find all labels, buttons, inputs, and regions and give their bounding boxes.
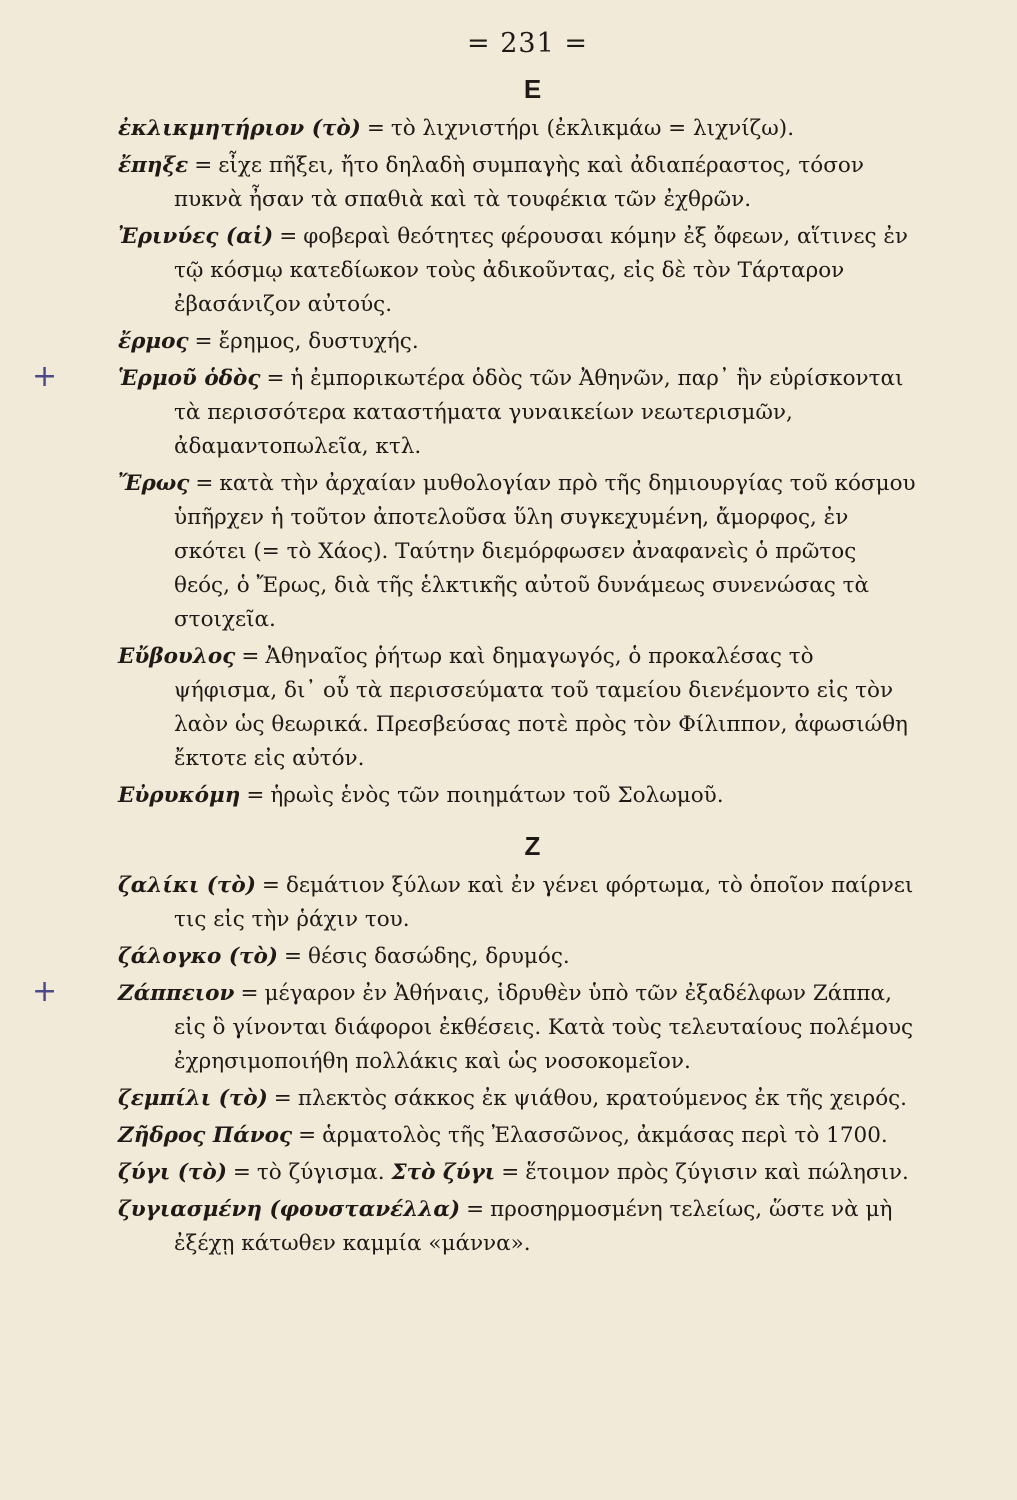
equals-separator: =	[194, 329, 213, 354]
equals-separator: =	[283, 944, 302, 969]
handwritten-plus-mark: +	[32, 974, 58, 1009]
entry-headword: ἔρμος	[118, 329, 189, 354]
entry-definition: ἡ ἐμπορικωτέρα ὁδὸς τῶν Ἀθηνῶν, παρ᾿ ἣν εὑρίσκονται τὰ περισσότερα καταστήματα γυναικείων νεωτερισμῶν, ἀδαμαντοπωλεῖα, κτλ.	[174, 366, 904, 459]
section-letter: Ε	[523, 74, 542, 104]
equals-separator: =	[261, 873, 280, 898]
equals-separator: =	[366, 116, 385, 141]
section-letter: Ζ	[524, 831, 541, 861]
entry-headword: Ἔρως	[118, 471, 190, 496]
dictionary-entry	[118, 325, 917, 359]
entry-definition: ἡρωὶς ἑνὸς τῶν ποιημάτων τοῦ Σολωμοῦ.	[270, 783, 724, 808]
dictionary-entry	[118, 1156, 917, 1190]
entry-headword: ζύγι (τὸ)	[118, 1160, 227, 1185]
entry-headword: Ζῆδρος Πάνος	[118, 1123, 293, 1148]
equals-separator: =	[266, 366, 285, 391]
dictionary-content	[32, 66, 917, 1261]
dictionary-entry	[118, 1119, 917, 1153]
page-number: = 231 =	[467, 28, 588, 59]
entry-headword: ζαλίκι (τὸ)	[118, 873, 256, 898]
entry-definition: θέσις δασώδης, δρυμός.	[308, 944, 570, 969]
entry-definition: μέγαρον ἐν Ἀθήναις, ἱδρυθὲν ὑπὸ τῶν ἐξαδέλφων Ζάππα, εἰς ὃ γίνονται διάφοροι ἐκθέσεις. Κατὰ τοὺς τελευταίους πολέμους ἐχρησιμοποιήθη πολλάκις καὶ ὡς νοσοκομεῖον.	[174, 981, 914, 1074]
entry-definition: φοβεραὶ θεότητες φέρουσαι κόμην ἐξ ὄφεων, αἵτινες ἐν τῷ κόσμῳ κατεδίωκον τοὺς ἀδικοῦντας, εἰς δὲ τὸν Τάρταρον ἐβασάνιζον αὐτούς.	[174, 224, 908, 317]
entry-definition: πλεκτὸς σάκκος ἐκ ψιάθου, κρατούμενος ἐκ τῆς χειρός.	[297, 1086, 908, 1111]
dictionary-entry	[118, 640, 917, 776]
dictionary-entry	[118, 869, 917, 937]
dictionary-entry	[118, 1193, 917, 1261]
entry-definition: ἁρματολὸς τῆς Ἐλασσῶνος, ἀκμάσας περὶ τὸ 1700.	[322, 1123, 888, 1148]
equals-separator: =	[195, 471, 214, 496]
entry-definition: εἶχε πῆξει, ἤτο δηλαδὴ συμπαγὴς καὶ ἀδιαπέραστος, τόσον πυκνὰ ἦσαν τὰ σπαθιὰ καὶ τὰ τουφέκια τῶν ἐχθρῶν.	[174, 153, 864, 212]
equals-separator: =	[232, 1160, 251, 1185]
dictionary-entry	[118, 112, 917, 146]
entry-definition: δεμάτιον ξύλων καὶ ἐν γένει φόρτωμα, τὸ ὁποῖον παίρνει τις εἰς τὴν ῥάχιν του.	[174, 873, 914, 932]
dictionary-entry	[118, 779, 917, 813]
entry-definition: προσηρμοσμένη τελείως, ὥστε νὰ μὴ ἐξέχῃ κάτωθεν καμμία «μάννα».	[174, 1197, 893, 1256]
equals-separator: =	[241, 644, 260, 669]
entry-headword: Ἐρινύες (αἱ)	[118, 224, 274, 249]
entry-headword: ἔπηξε	[118, 153, 189, 178]
equals-separator: =	[466, 1197, 485, 1222]
entry-headword: ζεμπίλι (τὸ)	[118, 1086, 268, 1111]
dictionary-entry	[118, 1082, 917, 1116]
entry-headword: ἐκλικμητήριον (τὸ)	[118, 116, 361, 141]
equals-separator: =	[501, 1160, 520, 1185]
equals-separator: =	[298, 1123, 317, 1148]
handwritten-plus-mark: +	[32, 359, 58, 394]
entry-headword: Ἑρμοῦ ὁδὸς	[118, 366, 261, 391]
entry-headword: Εὔβουλος	[118, 644, 236, 669]
dictionary-entry	[118, 940, 917, 974]
entry-headword: ζάλογκο (τὸ)	[118, 944, 278, 969]
entry-subdefinition: ἕτοιμον πρὸς ζύγισιν καὶ πώλησιν.	[525, 1160, 909, 1185]
entry-definition: τὸ λιχνιστήρι (ἐκλικμάω = λιχνίζω).	[390, 116, 795, 141]
entry-headword: Ζάππειον	[118, 981, 235, 1006]
equals-separator: =	[273, 1086, 292, 1111]
dictionary-entry	[118, 149, 917, 217]
entry-headword: Εὐρυκόμη	[118, 783, 241, 808]
dictionary-entry	[118, 220, 917, 322]
entry-headword: ζυγιασμένη (φουστανέλλα)	[118, 1197, 461, 1222]
dictionary-entry	[118, 467, 917, 637]
equals-separator: =	[246, 783, 265, 808]
entry-definition: τὸ ζύγισμα.	[256, 1160, 385, 1185]
entry-definition: ἔρημος, δυστυχής.	[218, 329, 419, 354]
equals-separator: =	[194, 153, 213, 178]
entry-definition: κατὰ τὴν ἀρχαίαν μυθολογίαν πρὸ τῆς δημιουργίας τοῦ κόσμου ὑπῆρχεν ἡ τοῦτον ἀποτελοῦσα ὕλη συγκεχυμένη, ἄμορφος, ἐν σκότει (= τὸ Χάος). Ταύτην διεμόρφωσεν ἀναφανεὶς ὁ πρῶτος θεός, ὁ Ἔρως, διὰ τῆς ἑλκτικῆς αὐτοῦ δυνάμεως συνενώσας τὰ στοιχεῖα.	[174, 471, 916, 632]
equals-separator: =	[240, 981, 259, 1006]
dictionary-entry	[32, 359, 917, 464]
equals-separator: =	[279, 224, 298, 249]
dictionary-entry	[32, 974, 917, 1079]
entry-subheadword: Στὸ ζύγι	[391, 1160, 496, 1185]
entry-definition: Ἀθηναῖος ῥήτωρ καὶ δημαγωγός, ὁ προκαλέσας τὸ ψήφισμα, δι᾿ οὗ τὰ περισσεύματα τοῦ ταμείου διενέμοντο εἰς τὸν λαὸν ὡς θεωρικά. Πρεσβεύσας ποτὲ πρὸς τὸν Φίλιππον, ἀφωσιώθη ἔκτοτε εἰς αὐτόν.	[174, 644, 908, 771]
